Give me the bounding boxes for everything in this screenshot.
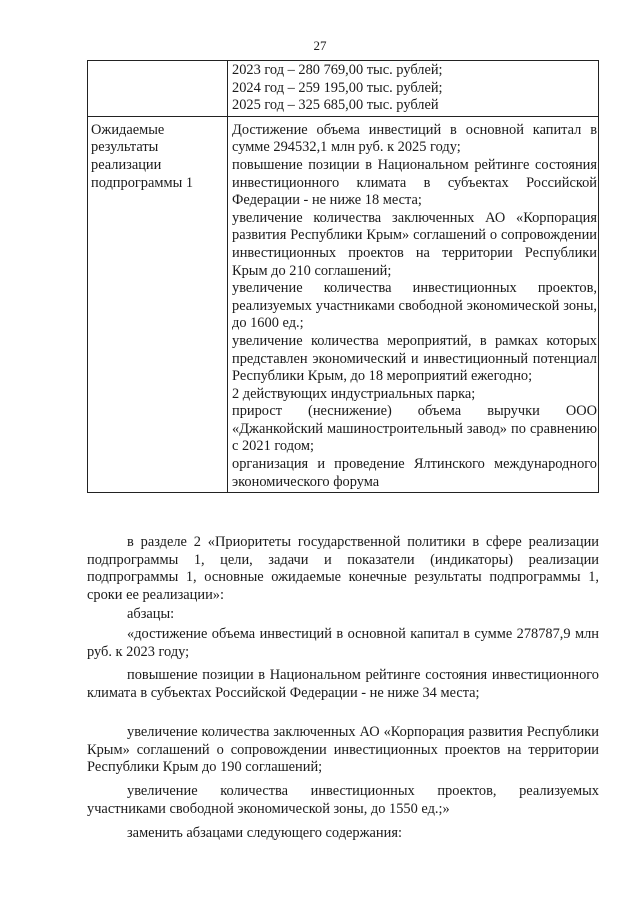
expected-results-label [88,116,228,492]
paragraph-agreements: увеличение количества заключенных АО «Корпорация развития Республики Крым» соглашений о сопровождении инвестиционных проектов на территории Республики Крым до 190 соглашений; [87,724,599,776]
result-item: 2 действующих индустриальных парка; [232,385,476,402]
passport-table [87,60,599,493]
table-row [88,61,599,117]
result-item: увеличение количества заключенных АО «Корпорация развития Республики Крым» соглашений о сопровождении инвестиционных проектов на территории Республики Крым до 210 соглашений; [232,209,597,279]
result-item: повышение позиции в Национальном рейтинге состояния инвестиционного климата в субъектах Российской Федерации - не ниже 18 места; [232,156,597,209]
paragraph-abzatsy: абзацы: [127,606,175,622]
result-item: увеличение количества мероприятий, в рамках которых представлен экономический и инвестиционный потенциал Республики Крым, до 18 мероприятий ежегодно; [232,332,597,385]
result-item: увеличение количества инвестиционных проектов, реализуемых участниками свободной экономической зоны, до 1600 ед.; [232,280,597,332]
table-row [88,116,599,492]
table-label-cell [88,61,228,117]
result-item: Достижение объема инвестиций в основной капитал в сумме 294532,1 млн руб. к 2025 году; [232,121,597,156]
expected-results-content [228,116,599,492]
paragraph-rating: повышение позиции в Национальном рейтинге состояния инвестиционного климата в субъектах Российской Федерации - не ниже 34 места; [87,667,599,701]
page-number: 27 [313,38,327,53]
result-item: прирост (неснижение) объема выручки ООО «Джанкойский машиностроительный завод» по сравнению с 2021 годом; [232,403,597,455]
paragraph-replace: заменить абзацами следующего содержания: [127,825,402,841]
result-item: организация и проведение Ялтинского международного экономического форума [232,456,597,490]
paragraph-section-2: в разделе 2 «Приоритеты государственной политики в сфере реализации подпрограммы 1, цели, задачи и показатели (индикаторы) реализации подпрограммы 1, основные ожидаемые конечные результаты подпрограммы 1, сроки ее реализации»: [87,534,599,603]
funding-line-2025: 2025 год – 325 685,00 тыс. рублей [232,97,439,114]
paragraph-sez-projects: увеличение количества инвестиционных проектов, реализуемых участниками свободной экономической зоны, до 1550 ед.;» [87,783,599,817]
expected-results-label-text: Ожидаемые результаты реализации подпрограммы 1 [91,121,194,191]
funding-line-2023: 2023 год – 280 769,00 тыс. рублей; [232,62,443,78]
funding-line-2024: 2024 год – 259 195,00 тыс. рублей; [232,79,443,96]
paragraph-investments: «достижение объема инвестиций в основной капитал в сумме 278787,9 млн руб. к 2023 году; [87,626,599,660]
table-content-cell [228,61,599,117]
